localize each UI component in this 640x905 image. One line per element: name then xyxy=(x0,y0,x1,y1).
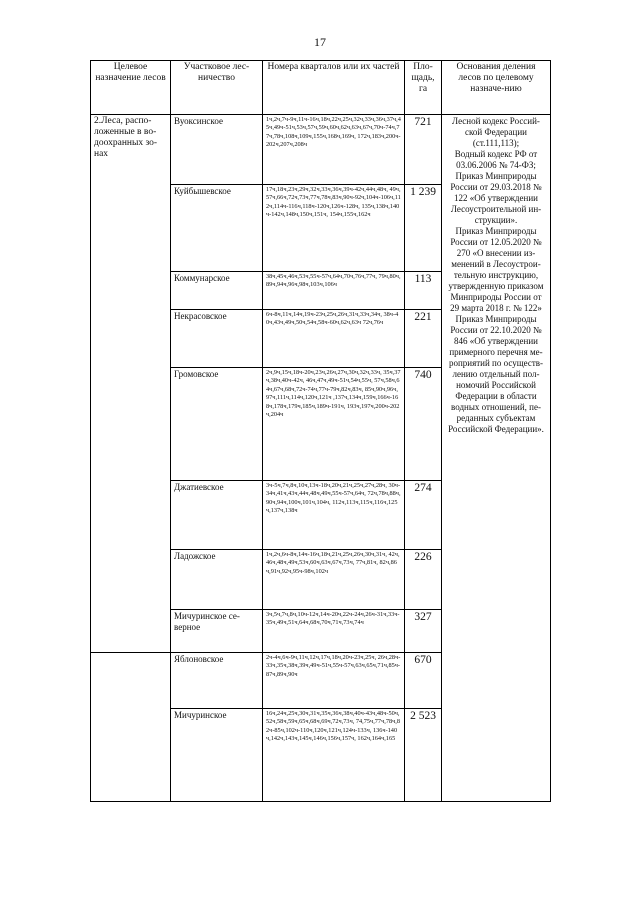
basis-line: Приказ Минприроды России от 29.03.2018 № 122 «Об утверждении Лесоустроительной ин-струкции». xyxy=(450,171,542,225)
header-area: Пло-щадь, га xyxy=(405,61,442,115)
basis-line: Лесной кодекс Россий-ской Федерации (ст.111,113); xyxy=(452,116,540,148)
quarters-cell: 3ч,5ч,7ч,8ч,10ч-12ч,14ч-20ч,22ч-24ч,26ч-31ч,33ч-35ч,49ч,51ч,64ч,68ч,70ч,71ч,73ч,74ч xyxy=(263,610,405,653)
quarters-cell: 2ч,9ч,15ч,18ч-20ч,23ч,26ч,27ч,30ч,32ч,33ч, 35ч,37ч,38ч,40ч-42ч, 46ч,47ч,49ч-51ч,54ч,55ч, 57ч,58ч,64ч,67ч,68ч,72ч-74ч,77ч-79ч,82ч,83ч, 85ч,90ч,96ч,97ч,111ч,114ч,120ч,121ч ,137ч,134ч,159ч,166ч-168ч,178ч,179ч,185ч,189ч-191ч, 193ч,197ч,200ч-202ч,204ч xyxy=(263,368,405,481)
area-cell: 740 xyxy=(405,368,442,481)
page-number: 17 xyxy=(314,35,326,49)
district-cell: Вуоксинское xyxy=(171,115,263,185)
table-row xyxy=(91,115,551,185)
header-district: Участковое лес-ничество xyxy=(171,61,263,115)
quarters-cell: 17ч,18ч,23ч,29ч,32ч,33ч,36ч,39ч-42ч,44ч,48ч, 49ч,57ч,66ч,72ч,73ч,77ч,78ч,83ч,90ч-92ч,104ч-106ч,112ч,114ч-116ч,118ч-120ч,126ч-128ч, 135ч,138ч,140ч-142ч,148ч,150ч,151ч, 154ч,155ч,162ч xyxy=(263,185,405,272)
district-cell: Коммунарское xyxy=(171,272,263,310)
area-cell: 721 xyxy=(405,115,442,185)
basis-line: Приказ Минприроды России от 22.10.2020 № 846 «Об утверждении примерного перечня ме-роприятий по осуществ-лению отдельный пол-номочий Российской Федерации в области водных отношений, пе-реданных субъектам Российской Федерации». xyxy=(448,314,544,434)
basis-line: Приказ Минприроды России от 12.05.2020 № 270 «О внесении из-менений в Лесоустрои-тельную инструкцию, утвержденную приказом Минприроды России от 29 марта 2018 г. № 122» xyxy=(448,226,544,313)
quarters-cell: 38ч,45ч,46ч,53ч,55ч-57ч,64ч,70ч,76ч,77ч, 79ч,80ч,89ч,94ч,96ч,98ч,103ч,106ч xyxy=(263,272,405,310)
quarters-cell: 2ч-4ч,6ч-9ч,11ч,12ч,17ч,18ч,20ч-23ч,25ч, 26ч,28ч-33ч,35ч,38ч,39ч,49ч-51ч,55ч-57ч,63ч,65ч,71ч,85ч-87ч,89ч,90ч xyxy=(263,653,405,709)
area-cell: 2 523 xyxy=(405,709,442,802)
table-header-row xyxy=(91,61,551,115)
district-cell: Джатиевское xyxy=(171,481,263,550)
area-cell: 274 xyxy=(405,481,442,550)
district-cell: Ладожское xyxy=(171,550,263,610)
area-cell: 670 xyxy=(405,653,442,709)
area-cell: 1 239 xyxy=(405,185,442,272)
district-cell: Яблоновское xyxy=(171,653,263,709)
basis-cell xyxy=(442,115,551,802)
district-cell: Громовское xyxy=(171,368,263,481)
header-basis: Основания деления лесов по целевому назначе-нию xyxy=(442,61,551,115)
area-cell: 113 xyxy=(405,272,442,310)
quarters-cell: 1ч,2ч,6ч-8ч,14ч-16ч,18ч,21ч,25ч,26ч,30ч,31ч, 42ч,46ч,48ч,49ч,53ч,60ч,63ч,67ч,73ч, 77ч,81ч, 82ч,86ч,91ч,92ч,95ч-98ч,102ч xyxy=(263,550,405,610)
purpose-cell-empty xyxy=(91,653,171,802)
area-cell: 226 xyxy=(405,550,442,610)
quarters-cell: 3ч-5ч,7ч,8ч,10ч,13ч-18ч,20ч,21ч,25ч,27ч,28ч, 30ч-34ч,41ч,43ч,44ч,48ч,49ч,55ч-57ч,64ч, 72ч,78ч,88ч,90ч,94ч,100ч,101ч,104ч, 112ч,113ч,115ч,116ч,125ч,137ч,138ч xyxy=(263,481,405,550)
quarters-cell: 6ч-8ч,11ч,14ч,19ч-23ч,25ч,26ч,31ч,33ч,34ч, 38ч-40ч,43ч,49ч,50ч,54ч,58ч-60ч,62ч,63ч 72ч,76ч xyxy=(263,310,405,368)
area-cell: 327 xyxy=(405,610,442,653)
purpose-cell: 2.Леса, распо-ложенные в во-доохранных зо-нах xyxy=(91,115,171,653)
header-quarters: Номера кварталов или их частей xyxy=(263,61,405,115)
district-cell: Куйбышевское xyxy=(171,185,263,272)
district-cell: Некрасовское xyxy=(171,310,263,368)
basis-line: Водный кодекс РФ от 03.06.2006 № 74-ФЗ; xyxy=(454,149,538,170)
header-purpose: Целевое назначение лесов xyxy=(91,61,171,115)
quarters-cell: 1ч,2ч,7ч-9ч,11ч-16ч,18ч,22ч,25ч,32ч,33ч,36ч,37ч,45ч,49ч-51ч,53ч,57ч,59ч,60ч,62ч,63ч,67ч,70ч-74ч,77ч,78ч,108ч,109ч,155ч,168ч,169ч, 172ч,183ч,200ч-202ч,207ч,208ч xyxy=(263,115,405,185)
forest-purpose-table xyxy=(90,60,551,802)
quarters-cell: 16ч,24ч,25ч,30ч,31ч,35ч,36ч,38ч,40ч-43ч,48ч-50ч,52ч,58ч,59ч,65ч,68ч,69ч,72ч,73ч, 74,75ч,77ч,78ч,82ч-85ч,102ч-110ч,120ч,121ч,124ч-133ч, 136ч-140ч,142ч,143ч,145ч,146ч,156ч,157ч, 162ч,164ч,165 xyxy=(263,709,405,802)
district-cell: Мичуринское xyxy=(171,709,263,802)
area-cell: 221 xyxy=(405,310,442,368)
district-cell: Мичуринское се-верное xyxy=(171,610,263,653)
